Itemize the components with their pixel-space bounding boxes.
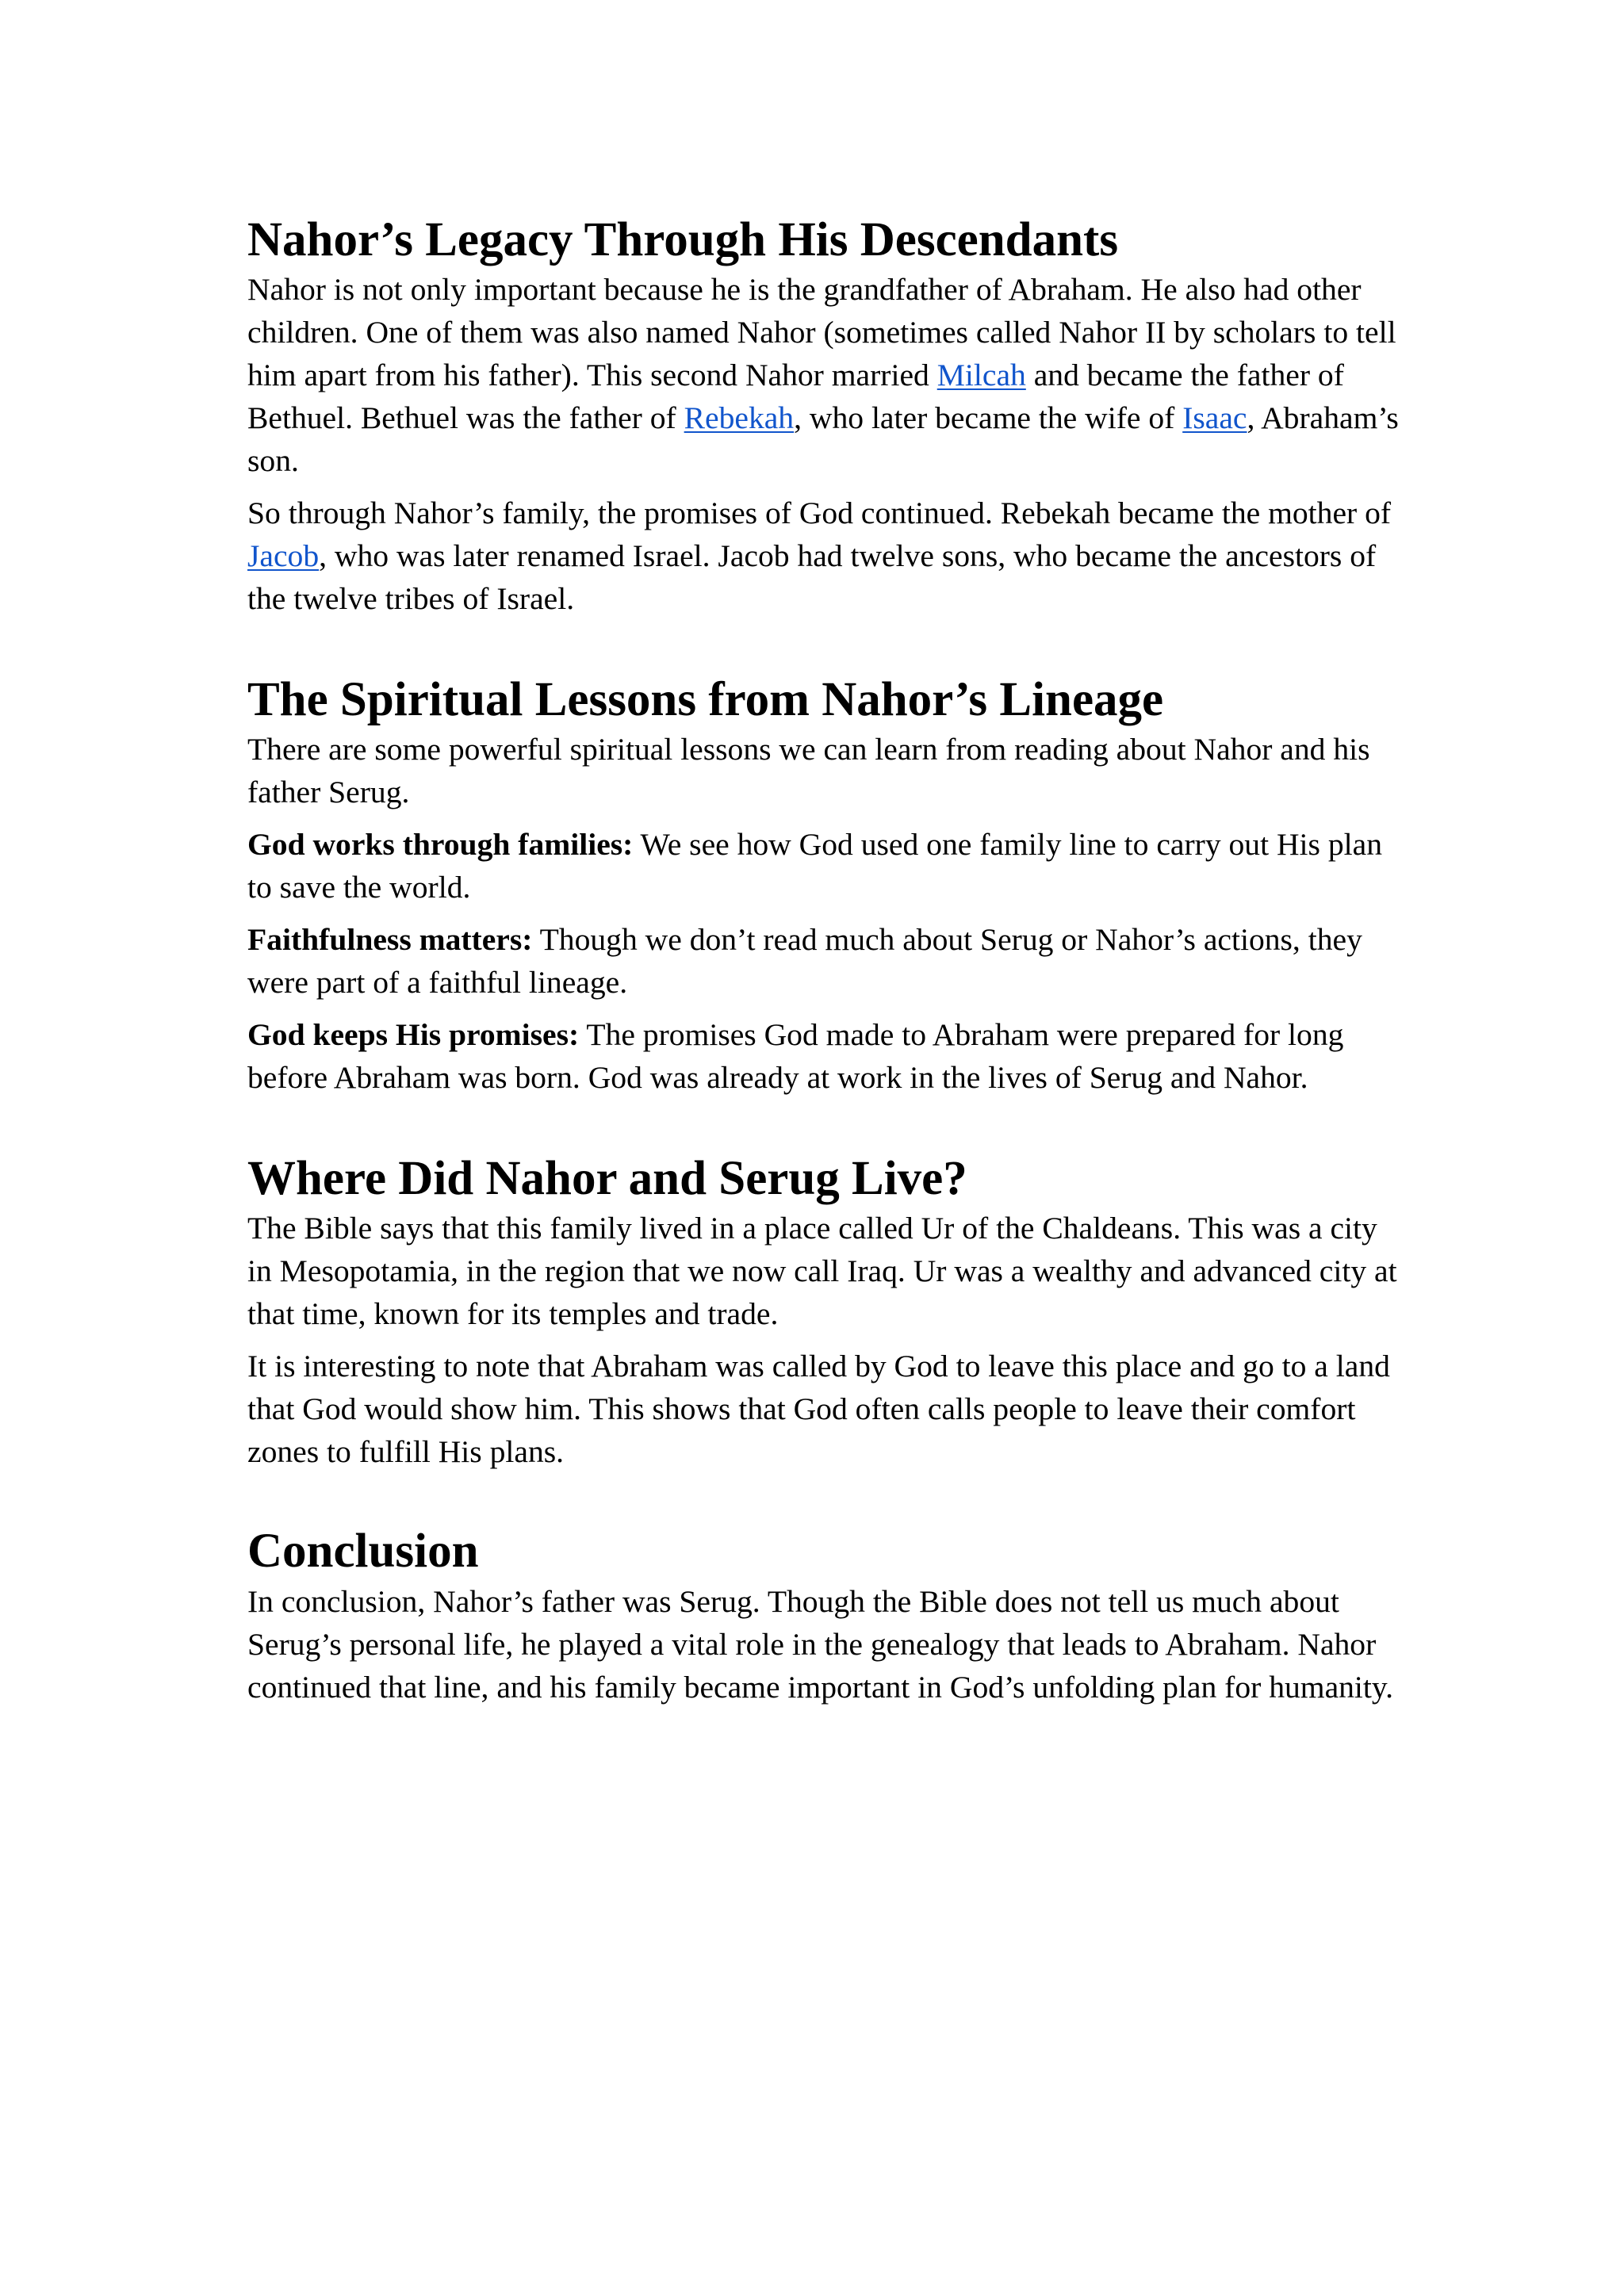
where-paragraph-2: It is interesting to note that Abraham was called by God to leave this place and go to a land that God would show him. This shows that God often calls people to leave their comfort zones to fulfill His plans. (247, 1349, 1390, 1470)
milcah-link[interactable]: Milcah (936, 358, 1026, 393)
lesson-text: Though we don’t read much about Serug or Nahor’s actions, they were part of a faithful lineage. (247, 922, 1362, 1001)
isaac-link[interactable]: Isaac (1182, 400, 1247, 436)
lesson-text: We see how God used one family line to carry out His plan to save the world. (247, 827, 1382, 905)
heading-conclusion: Conclusion (247, 1525, 479, 1578)
jacob-link[interactable]: Jacob (247, 538, 320, 574)
legacy-paragraph-1 (247, 268, 1405, 482)
lesson-lead: God works through families: (247, 827, 634, 863)
lessons-intro: There are some powerful spiritual lessons we can learn from reading about Nahor and his father Serug. (247, 732, 1370, 810)
lesson-text: The promises God made to Abraham were prepared for long before Abraham was born. God was already at work in the lives of Serug and Nahor. (247, 1017, 1344, 1096)
legacy-p1-text-3: , who later became the wife of (794, 400, 1183, 436)
heading-where: Where Did Nahor and Serug Live? (247, 1152, 967, 1206)
lesson-item (247, 1013, 1405, 1099)
legacy-p2-text-1: So through Nahor’s family, the promises of God continued. Rebekah became the mother of (247, 496, 1392, 531)
heading-legacy: Nahor’s Legacy Through His Descendants (247, 213, 1119, 266)
legacy-p2-text-2: , who was later renamed Israel. Jacob had twelve sons, who became the ancestors of the twelve tribes of Israel. (247, 538, 1377, 617)
legacy-p1-text-2: and became the father of Bethuel. Bethuel was the father of (247, 358, 1344, 436)
where-paragraph-1: The Bible says that this family lived in a place called Ur of the Chaldeans. This was a city in Mesopotamia, in the region that we now call Iraq. Ur was a wealthy and advanced city at that time, known for its temples and trade. (247, 1211, 1397, 1332)
rebekah-link[interactable]: Rebekah (684, 400, 795, 436)
document-page (247, 212, 1405, 1718)
lesson-lead: Faithfulness matters: (247, 922, 533, 958)
conclusion-paragraph: In conclusion, Nahor’s father was Serug. Though the Bible does not tell us much about Serug’s personal life, he played a vital role in the genealogy that leads to Abraham. Nahor continued that line, and his family became important in God’s unfolding plan for humanity. (247, 1583, 1394, 1705)
lesson-item (247, 823, 1405, 909)
legacy-p1-text-1: Nahor is not only important because he is the grandfather of Abraham. He also had other children. One of them was also named Nahor (sometimes called Nahor II by scholars to tell him apart from his father). This second Nahor married (247, 272, 1396, 393)
legacy-p1-text-4: , Abraham’s son. (247, 400, 1399, 479)
lesson-item (247, 918, 1405, 1004)
heading-lessons: The Spiritual Lessons from Nahor’s Lineage (247, 673, 1164, 727)
legacy-paragraph-2 (247, 492, 1405, 620)
lesson-lead: God keeps His promises: (247, 1017, 580, 1053)
